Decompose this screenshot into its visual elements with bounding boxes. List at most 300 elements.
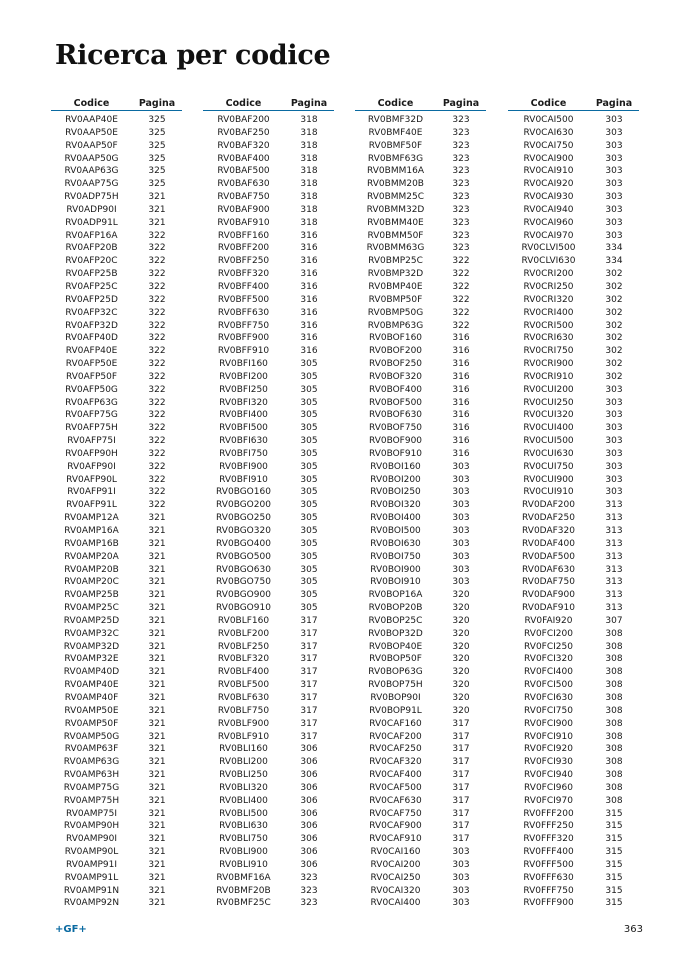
page-cell: 308 — [605, 667, 623, 678]
code-cell: RV0AFP63G — [65, 397, 118, 408]
code-cell: RV0DAF250 — [522, 513, 575, 524]
page-cell: 302 — [605, 371, 623, 382]
code-cell: RV0FCI900 — [524, 718, 573, 729]
page-cell: 316 — [452, 436, 470, 447]
table-row — [203, 641, 334, 654]
table-row — [508, 474, 639, 487]
page-cell: 322 — [148, 307, 166, 318]
table-row — [203, 320, 334, 333]
code-cell: RV0BOF160 — [368, 333, 423, 344]
page-cell: 302 — [605, 281, 623, 292]
code-cell: RV0BMP50F — [368, 294, 423, 305]
page-cell: 306 — [300, 770, 318, 781]
table-row — [203, 820, 334, 833]
page-cell: 315 — [605, 872, 623, 883]
page-cell: 322 — [148, 461, 166, 472]
code-cell: RV0BOI250 — [370, 487, 421, 498]
page-cell: 303 — [605, 410, 623, 421]
code-cell: RV0BGO750 — [216, 577, 271, 588]
page-cell: 305 — [300, 603, 318, 614]
code-cell: RV0AAP75G — [64, 179, 119, 190]
table-row — [203, 461, 334, 474]
table-row — [355, 371, 486, 384]
table-row — [203, 743, 334, 756]
table-row — [203, 345, 334, 358]
page-cell: 321 — [148, 757, 166, 768]
page-cell: 322 — [148, 294, 166, 305]
page-cell: 316 — [452, 448, 470, 459]
code-cell: RV0CRI250 — [523, 281, 574, 292]
code-cell: RV0FCI630 — [524, 692, 573, 703]
table-row — [203, 474, 334, 487]
table-row — [508, 294, 639, 307]
table-row — [203, 397, 334, 410]
table-row — [203, 409, 334, 422]
table-row — [508, 885, 639, 898]
code-cell: RV0CLVI500 — [521, 243, 576, 254]
page-cell: 322 — [148, 423, 166, 434]
code-cell: RV0BOP20B — [368, 603, 423, 614]
page-cell: 305 — [300, 397, 318, 408]
page-cell: 321 — [148, 821, 166, 832]
table-row — [508, 242, 639, 255]
page-cell: 308 — [605, 654, 623, 665]
code-cell: RV0AMP16B — [64, 538, 119, 549]
page-cell: 318 — [300, 204, 318, 215]
page-cell: 303 — [605, 487, 623, 498]
table-row — [51, 307, 182, 320]
code-cell: RV0BFF400 — [217, 281, 270, 292]
column-header — [355, 95, 486, 111]
code-cell: RV0BMF32D — [367, 115, 424, 125]
page-cell: 325 — [148, 140, 166, 151]
table-row — [508, 435, 639, 448]
table-row — [355, 795, 486, 808]
table-row — [355, 307, 486, 320]
code-cell: RV0BMF40E — [368, 127, 423, 138]
code-cell: RV0DAF400 — [522, 538, 575, 549]
code-cell: RV0CAF500 — [369, 782, 422, 793]
table-row — [203, 448, 334, 461]
code-cell: RV0BMP50G — [367, 307, 424, 318]
code-cell: RV0CAF910 — [369, 834, 422, 845]
page-cell: 308 — [605, 692, 623, 703]
page-cell: 303 — [452, 474, 470, 485]
table-row — [51, 242, 182, 255]
code-cell: RV0CLVI630 — [521, 256, 576, 267]
code-cell: RV0CUI200 — [523, 384, 574, 395]
page-cell: 306 — [300, 834, 318, 845]
table-row — [51, 564, 182, 577]
page-cell: 321 — [148, 192, 166, 203]
page-cell: 321 — [148, 834, 166, 845]
page-cell: 322 — [148, 346, 166, 357]
code-cell: RV0FCI970 — [524, 795, 573, 806]
table-row — [51, 641, 182, 654]
table-row — [51, 615, 182, 628]
code-cell: RV0AMP25D — [63, 615, 120, 626]
code-cell: RV0CAI160 — [370, 847, 421, 858]
code-cell: RV0BLI200 — [219, 757, 268, 768]
page-cell: 321 — [148, 705, 166, 716]
code-cell: RV0BGO250 — [216, 513, 271, 524]
code-cell: RV0AMP75H — [63, 795, 120, 806]
code-cell: RV0BMM40E — [367, 217, 424, 228]
index-column-2 — [203, 95, 334, 910]
table-row — [508, 358, 639, 371]
table-row — [51, 371, 182, 384]
code-cell: RV0BMF63G — [367, 153, 424, 164]
code-cell: RV0CUI900 — [523, 474, 574, 485]
table-row — [203, 718, 334, 731]
table-row — [508, 820, 639, 833]
table-row — [203, 114, 334, 127]
page-cell: 308 — [605, 782, 623, 793]
code-cell: RV0BGO900 — [216, 590, 271, 601]
code-cell: RV0AMP90I — [65, 834, 118, 845]
code-cell: RV0CUI910 — [523, 487, 574, 498]
page-cell: 317 — [452, 718, 470, 729]
code-cell: RV0AMP90H — [63, 821, 120, 832]
page-cell: 316 — [452, 346, 470, 357]
page-cell: 325 — [148, 153, 166, 164]
code-cell: RV0AMP63F — [64, 744, 119, 755]
code-cell: RV0AMP12A — [64, 513, 119, 524]
page-cell: 305 — [300, 551, 318, 562]
page-cell: 317 — [452, 795, 470, 806]
code-cell: RV0AFP75H — [65, 423, 118, 434]
code-cell: RV0BOF910 — [368, 448, 423, 459]
page-cell: 320 — [452, 654, 470, 665]
table-row — [508, 178, 639, 191]
code-cell: RV0AAP40E — [65, 115, 118, 125]
table-row — [355, 281, 486, 294]
page-cell: 303 — [452, 885, 470, 896]
table-row — [355, 872, 486, 885]
column-header — [203, 95, 334, 111]
table-row — [508, 448, 639, 461]
table-row — [355, 820, 486, 833]
page-cell: 318 — [300, 179, 318, 190]
page-cell: 303 — [605, 474, 623, 485]
page-cell: 322 — [148, 320, 166, 331]
page-cell: 321 — [148, 898, 166, 909]
table-row — [355, 833, 486, 846]
page-cell: 306 — [300, 859, 318, 870]
code-cell: RV0DAF910 — [522, 603, 575, 614]
code-cell: RV0CAI960 — [523, 217, 574, 228]
page-header: Pagina — [138, 98, 176, 109]
page-cell: 305 — [300, 513, 318, 524]
table-row — [508, 525, 639, 538]
page-cell: 323 — [452, 243, 470, 254]
table-row — [51, 217, 182, 230]
page-cell: 322 — [148, 436, 166, 447]
table-row — [203, 782, 334, 795]
page-cell: 320 — [452, 680, 470, 691]
page-cell: 322 — [148, 500, 166, 511]
table-row — [355, 435, 486, 448]
table-row — [203, 217, 334, 230]
code-cell: RV0AMP32E — [64, 654, 119, 665]
table-row — [508, 872, 639, 885]
code-cell: RV0BFI250 — [219, 384, 268, 395]
code-cell: RV0AMP63H — [63, 770, 120, 781]
table-row — [203, 512, 334, 525]
table-row — [508, 653, 639, 666]
column-header — [508, 95, 639, 111]
code-cell: RV0AFP16A — [65, 230, 118, 241]
code-cell: RV0AFP50F — [65, 371, 118, 382]
table-row — [355, 782, 486, 795]
page-cell: 321 — [148, 859, 166, 870]
table-row — [508, 705, 639, 718]
table-row — [355, 153, 486, 166]
page-cell: 308 — [605, 795, 623, 806]
page-cell: 321 — [148, 770, 166, 781]
table-row — [508, 409, 639, 422]
code-cell: RV0BMF16A — [216, 872, 271, 883]
page-cell: 317 — [452, 821, 470, 832]
table-row — [508, 859, 639, 872]
table-row — [355, 268, 486, 281]
table-row — [51, 114, 182, 127]
table-row — [51, 294, 182, 307]
table-row — [51, 576, 182, 589]
table-row — [355, 332, 486, 345]
table-row — [508, 602, 639, 615]
page-cell: 325 — [148, 127, 166, 138]
code-cell: RV0BFI400 — [219, 410, 268, 421]
page-cell: 316 — [300, 294, 318, 305]
table-row — [508, 127, 639, 140]
table-row — [355, 474, 486, 487]
code-cell: RV0FCI960 — [524, 782, 573, 793]
page-header: Pagina — [442, 98, 480, 109]
code-cell: RV0AFP90L — [66, 474, 117, 485]
page-cell: 322 — [148, 474, 166, 485]
table-row — [508, 114, 639, 127]
table-row — [51, 718, 182, 731]
code-cell: RV0BMF20B — [216, 885, 271, 896]
code-cell: RV0BLI900 — [219, 847, 268, 858]
page-cell: 321 — [148, 615, 166, 626]
code-cell: RV0AFP20C — [65, 256, 118, 267]
code-cell: RV0BLI400 — [219, 795, 268, 806]
code-cell: RV0CUI750 — [523, 461, 574, 472]
code-cell: RV0CAI750 — [523, 140, 574, 151]
code-cell: RV0AAP63G — [64, 166, 119, 177]
table-row — [355, 191, 486, 204]
page-cell: 322 — [452, 281, 470, 292]
page-cell: 303 — [605, 179, 623, 190]
table-row — [508, 666, 639, 679]
code-cell: RV0AMP75G — [63, 782, 120, 793]
table-row — [51, 345, 182, 358]
table-row — [355, 859, 486, 872]
code-cell: RV0BLF250 — [217, 641, 270, 652]
code-cell: RV0BMM20B — [367, 179, 424, 190]
code-cell: RV0FCI250 — [524, 641, 573, 652]
code-header: Codice — [377, 98, 414, 109]
code-cell: RV0BGO320 — [216, 526, 271, 536]
code-cell: RV0BFF500 — [217, 294, 270, 305]
code-header: Codice — [73, 98, 110, 109]
page-cell: 322 — [148, 230, 166, 241]
table-row — [508, 833, 639, 846]
code-cell: RV0AMP16A — [64, 526, 119, 536]
code-cell: RV0CUI320 — [523, 410, 574, 421]
table-row — [355, 718, 486, 731]
page-cell: 306 — [300, 782, 318, 793]
code-cell: RV0CAI400 — [370, 898, 421, 909]
code-cell: RV0BMF50F — [368, 140, 423, 151]
code-cell: RV0AMP40F — [64, 692, 119, 703]
page-cell: 322 — [148, 333, 166, 344]
table-row — [355, 255, 486, 268]
table-row — [355, 564, 486, 577]
page-cell: 320 — [452, 667, 470, 678]
page-cell: 305 — [300, 538, 318, 549]
code-cell: RV0BLF500 — [217, 680, 270, 691]
page-cell: 315 — [605, 859, 623, 870]
page-cell: 321 — [148, 667, 166, 678]
page-header: Pagina — [595, 98, 633, 109]
page-cell: 302 — [605, 333, 623, 344]
table-row — [355, 384, 486, 397]
table-row — [508, 641, 639, 654]
code-cell: RV0AFP40D — [65, 333, 118, 344]
page-cell: 305 — [300, 423, 318, 434]
page-title: Ricerca per codice — [55, 40, 331, 71]
code-cell: RV0BFI900 — [219, 461, 268, 472]
code-cell: RV0AFP75G — [65, 410, 118, 421]
code-cell: RV0BLI630 — [219, 821, 268, 832]
code-cell: RV0BOP40E — [368, 641, 423, 652]
code-cell: RV0CRI750 — [523, 346, 574, 357]
page-cell: 325 — [148, 179, 166, 190]
code-cell: RV0AMP90L — [64, 847, 119, 858]
page-cell: 318 — [300, 217, 318, 228]
table-row — [203, 872, 334, 885]
page-cell: 316 — [452, 410, 470, 421]
code-cell: RV0BFF630 — [217, 307, 270, 318]
code-cell: RV0AMP20A — [64, 551, 119, 562]
table-row — [508, 615, 639, 628]
table-row — [51, 602, 182, 615]
page-cell: 315 — [605, 898, 623, 909]
code-cell: RV0FFF900 — [523, 898, 574, 909]
code-cell: RV0BOI160 — [370, 461, 421, 472]
code-cell: RV0CRI200 — [523, 269, 574, 280]
code-cell: RV0CAF250 — [369, 744, 422, 755]
table-row — [355, 512, 486, 525]
table-row — [508, 756, 639, 769]
page-cell: 323 — [452, 127, 470, 138]
code-cell: RV0AAP50G — [64, 153, 119, 164]
code-cell: RV0CAF200 — [369, 731, 422, 742]
table-row — [51, 281, 182, 294]
table-row — [355, 217, 486, 230]
code-cell: RV0FFF320 — [523, 834, 574, 845]
page-cell: 325 — [148, 115, 166, 125]
code-cell: RV0BMM50F — [367, 230, 424, 241]
index-column-4 — [508, 95, 639, 910]
code-cell: RV0BOI200 — [370, 474, 421, 485]
table-row — [203, 859, 334, 872]
page-cell: 320 — [452, 603, 470, 614]
code-cell: RV0CUI400 — [523, 423, 574, 434]
page-cell: 323 — [452, 179, 470, 190]
code-cell: RV0AMP25C — [64, 603, 119, 614]
table-row — [203, 191, 334, 204]
table-row — [203, 153, 334, 166]
table-row — [508, 743, 639, 756]
code-cell: RV0FAI920 — [524, 615, 573, 626]
page-cell: 322 — [148, 487, 166, 498]
table-row — [51, 448, 182, 461]
table-row — [203, 653, 334, 666]
table-row — [51, 320, 182, 333]
code-cell: RV0BAF400 — [217, 153, 270, 164]
table-row — [508, 217, 639, 230]
table-row — [508, 782, 639, 795]
table-row — [508, 255, 639, 268]
table-row — [508, 808, 639, 821]
page-cell: 317 — [300, 705, 318, 716]
table-row — [355, 628, 486, 641]
table-row — [203, 422, 334, 435]
table-row — [508, 140, 639, 153]
page-cell: 317 — [452, 782, 470, 793]
index-column-1 — [51, 95, 182, 910]
code-cell: RV0AFP32D — [65, 320, 118, 331]
table-row — [203, 628, 334, 641]
table-row — [203, 756, 334, 769]
table-row — [508, 204, 639, 217]
code-cell: RV0BAF630 — [217, 179, 270, 190]
code-cell: RV0BOI630 — [370, 538, 421, 549]
table-row — [203, 371, 334, 384]
code-cell: RV0CAI970 — [523, 230, 574, 241]
table-row — [508, 718, 639, 731]
table-row — [203, 268, 334, 281]
code-cell: RV0BMM25C — [366, 192, 425, 203]
table-row — [51, 628, 182, 641]
table-row — [203, 846, 334, 859]
code-cell: RV0BOF630 — [368, 410, 423, 421]
rows-container — [355, 111, 486, 910]
page-cell: 320 — [452, 590, 470, 601]
table-row — [508, 307, 639, 320]
table-row — [51, 666, 182, 679]
table-row — [508, 846, 639, 859]
page-cell: 302 — [605, 294, 623, 305]
table-row — [51, 679, 182, 692]
table-row — [51, 512, 182, 525]
page-cell: 325 — [148, 166, 166, 177]
page-cell: 317 — [300, 641, 318, 652]
page-cell: 303 — [605, 384, 623, 395]
table-row — [203, 384, 334, 397]
page-cell: 313 — [605, 538, 623, 549]
code-cell: RV0BFF160 — [217, 230, 270, 241]
table-row — [355, 165, 486, 178]
code-cell: RV0CAI320 — [370, 885, 421, 896]
page-cell: 303 — [605, 217, 623, 228]
table-row — [508, 499, 639, 512]
table-row — [355, 692, 486, 705]
